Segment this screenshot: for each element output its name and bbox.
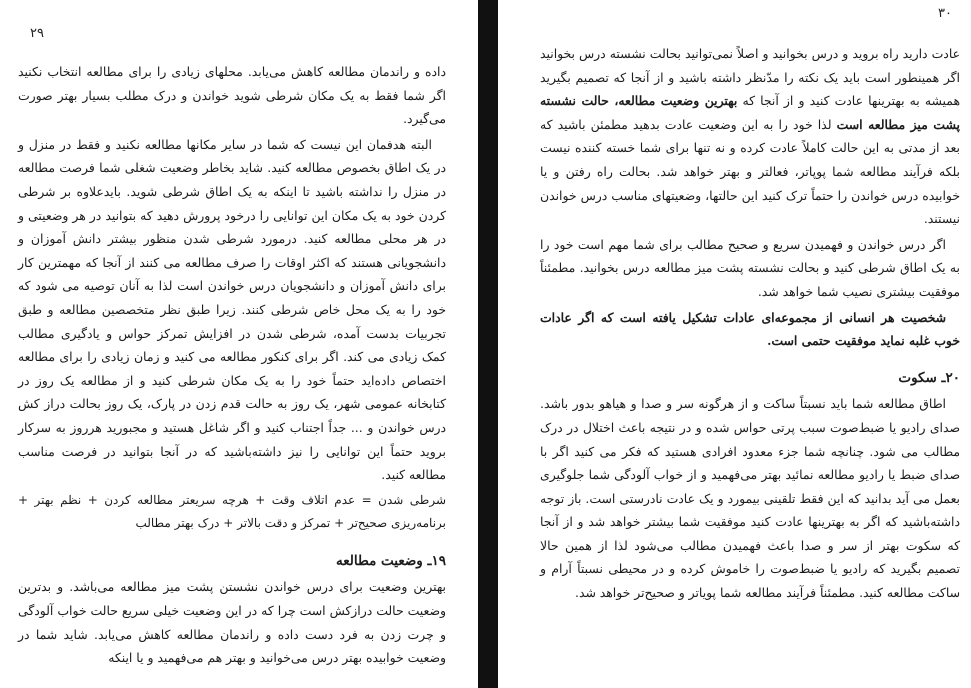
quote-text: شخصیت هر انسانی از مجموعه‌ای عادات تشکیل یافته است که اگر عادات خوب غلبه نماید موفقیت حتمی است.: [540, 309, 960, 349]
section-heading: ۲۰ـ سکوت: [898, 369, 960, 386]
book-gutter: [478, 0, 498, 688]
paragraph-text: لذا خود را به این وضعیت عادت بدهید مطمئن باشید که بعد از مدتی به این حالت کاملاً عادت کرده و نه تنها برای شما خسته کننده نیست بلکه فرآیند مطالعه شما پوپاتر، فعالتر و بهتر خواهد شد. بحالت راه رفتن و یا خوابیده درس خواندن را حتماً ترک کنید این حالتها، وضعیتهای مناسب درس خواندن نیستند.: [540, 116, 960, 227]
right-page: [498, 0, 971, 688]
page-number: ۲۹: [30, 26, 44, 41]
page-body: [18, 60, 446, 672]
paragraph: البته هدفمان این نیست که شما در سایر مکانها مطالعه نکنید و فقط در منزل و در یک اطاق بخصوص مطالعه کنید. شاید بخاطر وضعیت شغلی شما فرصت مطالعه در منزل را نداشته باشید تا اینکه به یک اطاق شرطی شوید. بایدعلاوه بر شرطی کردن خود به یک مکان این توانایی را درخود پرورش دهید که بتوانید در هر وضعیتی و در هر محلی مطالعه کنید. درمورد شرطی شدن منظور بیشتر دانش آموزان و دانشجویانی هستند که اکثر اوقات را صرف مطالعه می کنند از آنجا که مهمترین کار برای دانش آموزان و دانشجویان درس خواندن است لذا به آنان توصیه می شود که خود را به یک محل خاص شرطی کنند. زیرا طبق نظر متخصصین مطالعه و طبق تجربیات بدست آمده، شرطی شدن در افزایش تمرکز حواس و یادگیری مطالب کمک زیادی می کند. اگر برای کنکور مطالعه می کنید و زمان زیادی را برای مطالعه اختصاص داده‌اید حتماً خود را به یک مکان شرطی کنید و از مطالعه یک روز در کتابخانه عمومی شهر، یک روز به حالت قدم زدن در پارک، یک روز بحالت دراز کش درس خواندن و ... جداً اجتناب کنید و اگر شاغل هستید و مجبورید هرروز به سرکار بروید حتماً این توانایی را نیز داشته‌باشید که در آنجا بتوانید در فرصت مناسب مطالعه کنید.: [18, 136, 446, 483]
paragraph-text: عادت دارید راه بروید و درس بخوانید و اصلاً نمی‌توانید بحالت نشسته درس بخوانید اگر همینطور است باید یک نکته را مدّنظر داشته باشید و از آنجا که تصمیم بگیرید همیشه به بهترینها عادت کنید و از آنجا که: [540, 46, 960, 109]
formula-text: شرطی شدن = عدم اتلاف وقت + هرچه سریعتر مطالعه کردن + نظم بهتر + برنامه‌ریزی صحیح‌تر + تمرکز و دقت بالاتر + درک بهتر مطالب: [18, 492, 446, 531]
emphasis-text: بهترین وضعیت مطالعه، حالت نشسته پشت میز مطالعه است: [540, 93, 960, 132]
paragraph: داده و راندمان مطالعه کاهش می‌یابد. محلهای زیادی را برای مطالعه انتخاب نکنید اگر شما فقط به یک مکان شرطی شوید خواندن و درک مطلب بسیار بهتر صورت می‌گیرد.: [18, 64, 446, 127]
paragraph: بهترین وضعیت برای درس خواندن نشستن پشت میز مطالعه می‌باشد. و بدترین وضعیت حالت درازکش است چرا که در این وضعیت خیلی سریع حالت خواب آلودگی و چرت زدن به فرد دست داده و راندمان مطالعه کاهش می‌یابد. شاید شما در وضعیت خوابیده بهتر درس می‌خوانید و بهتر هم می‌فهمید و یا اینکه: [18, 579, 446, 666]
paragraph: [540, 42, 960, 231]
left-page: [0, 0, 478, 688]
page-number: ۳۰: [938, 6, 952, 21]
page-body: [540, 42, 960, 607]
paragraph: اگر درس خواندن و فهمیدن سریع و صحیح مطالب برای شما مهم است خود را به یک اطاق شرطی کنید و بحالت نشسته پشت میز مطالعه درس بخوانید. مطمئناً موفقیت بیشتری نصیب شما خواهد شد.: [540, 236, 960, 299]
section-heading: ۱۹ـ وضعیت مطالعه: [336, 552, 446, 569]
paragraph: اطاق مطالعه شما باید نسبتاً ساکت و از هرگونه سر و صدا و هیاهو بدور باشد. صدای رادیو یا ضبط‌صوت سبب پرتی حواس شده و در نتیجه باعث اختلال در درک مطالب می شود. چنانچه شما جزء معدود افرادی هستید که فکر می کنید اگر با صدای ضبط یا رادیو مطالعه نمائید بهتر می‌فهمید و از خواب آلودگی شما جلوگیری بعمل می آید بدانید که این فقط تلقینی بیمورد و یک عادت نادرستی است. باز توجه داشته‌باشید که اگر به بهترینها عادت کنید موفقیت شما بیشتر خواهد شد و از آنجا که سکوت بهتر از سر و صدا باعث فهمیدن مطالب می‌شود لذا از همین حالا تصمیم بگیرید که رادیو یا ضبط‌صوت را خاموش کرده و در محیطی نسبتاً آرام و ساکت مطالعه کنید. مطمئناً فرآیند مطالعه شما پویاتر و صحیح‌تر خواهد شد.: [540, 396, 960, 601]
